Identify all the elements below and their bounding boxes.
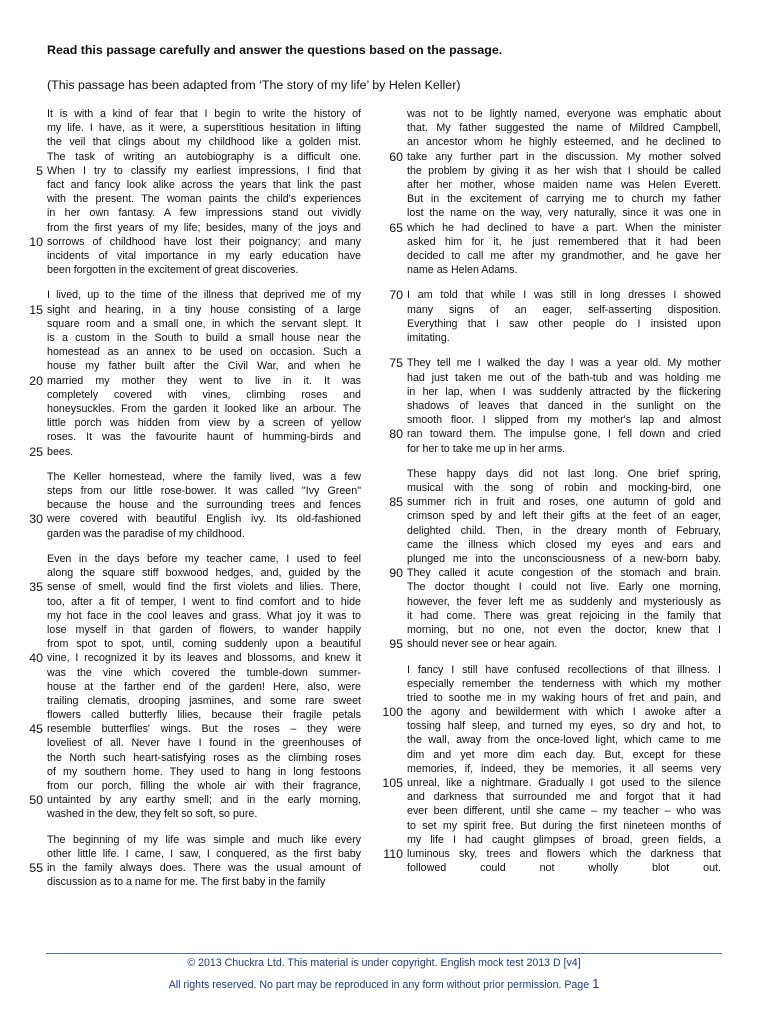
line-text: untainted by any earthy smell; and in the early morning,: [47, 794, 361, 807]
line-number: 90: [389, 566, 403, 581]
passage-line: [407, 524, 721, 538]
paragraph-gap: [407, 651, 721, 662]
line-number: 35: [29, 580, 43, 595]
line-text: They tell me I walked the day I was a year old. My mother: [407, 357, 721, 370]
paragraph-gap: [47, 541, 361, 552]
line-text: followed could not wholly blot out.: [407, 862, 721, 875]
passage-line: [407, 371, 721, 385]
passage-line: [407, 762, 721, 776]
passage-line: [47, 206, 361, 220]
passage-line: [407, 819, 721, 833]
passage-line: [47, 345, 361, 359]
line-text: was not to be lightly named, everyone was emphatic about: [407, 108, 721, 120]
line-text: loveliest of all. Never have I found in the greenhouses of: [47, 737, 361, 750]
line-text: that. My father suggested the name of Mildred Campbell,: [407, 122, 721, 135]
passage-line: [407, 467, 721, 481]
line-text: been forgotten in the excitement of great discoveries.: [47, 264, 299, 277]
passage-line: [47, 765, 361, 779]
passage-line: [407, 538, 721, 552]
line-text: vine, I recognized it by its leaves and blossoms, and knew it: [47, 652, 361, 665]
passage-line: [47, 135, 361, 149]
line-text: had just taken me out of the bath-tub and was holding me: [407, 371, 721, 384]
passage-line: [47, 331, 361, 345]
passage-line: [47, 402, 361, 416]
passage-line: [382, 705, 721, 720]
passage-line: [407, 107, 721, 121]
passage-line: [407, 121, 721, 135]
line-text: square room and a small one, in which the servant slept. It: [47, 317, 361, 330]
line-text: tried to soothe me in my waking hours of fret and pain, and: [407, 691, 721, 704]
passage-line: [389, 566, 721, 581]
line-text: is a custom in the South to build a small house near the: [47, 332, 361, 344]
line-text: my life I had caught glimpses of broad, green fields, a: [407, 833, 721, 846]
passage-line: [47, 736, 361, 750]
passage-line: [407, 442, 721, 456]
passage-line: [407, 691, 721, 705]
passage-line: [407, 399, 721, 413]
line-text: summer rich in fruit and roses, one autumn of gold and: [407, 496, 721, 509]
passage-line: [29, 793, 361, 808]
passage-line: [407, 623, 721, 637]
passage-line: [407, 609, 721, 623]
line-text: crimson sped by and left their gifts at the feet of an eager,: [407, 510, 721, 523]
line-text: of my southern home. They used to hang in long festoons: [47, 765, 361, 778]
line-text: was the vine which covered the tumble-down summer-: [47, 666, 361, 679]
paragraph-gap: [407, 277, 721, 288]
line-text: to set my spirit free. But during the first nineteen months of: [407, 819, 721, 832]
passage-line: [389, 427, 721, 442]
passage-line: [389, 637, 721, 652]
line-text: little porch was hidden from view by a screen of yellow: [47, 417, 361, 430]
line-text: from the first years of my life; besides, many of the joys and: [47, 221, 361, 234]
passage-line: [407, 804, 721, 818]
rights-text: All rights reserved. No part may be reproduced in any form without prior permission. Page: [168, 979, 590, 991]
passage-instructions: Read this passage carefully and answer the questions based on the passage.: [47, 43, 503, 57]
passage-line: [407, 164, 721, 178]
passage-line: [36, 163, 361, 178]
line-text: garden was the paradise of my childhood.: [47, 527, 245, 540]
line-text: for her to take me up in her arms.: [407, 442, 566, 455]
passage-line: [47, 666, 361, 680]
line-text: in her lap, when I was suddenly attracted by the flickering: [407, 385, 721, 398]
passage-line: [47, 484, 361, 498]
passage-line: [29, 651, 361, 666]
passage-line: [407, 206, 721, 220]
passage-line: [29, 580, 361, 595]
line-text: from our porch, filling the whole air with their fragrance,: [47, 780, 361, 792]
passage-line: [407, 263, 721, 277]
line-text: discussion as to a name for me. The first baby in the family: [47, 876, 326, 889]
passage-line: [47, 694, 361, 708]
line-text: tossing half sleep, and turned my eyes, so dry and hot, to: [407, 720, 721, 733]
line-text: luminous sky, trees and flowers which the darkness that: [407, 847, 721, 860]
passage-line: [47, 680, 361, 694]
passage-line: [407, 663, 721, 677]
passage-line: [47, 498, 361, 512]
passage-line: [407, 595, 721, 609]
line-number: 85: [389, 495, 403, 510]
line-number: 45: [29, 722, 43, 737]
line-text: musical with the song of robin and mocking-bird, one: [407, 482, 721, 495]
passage-line: [47, 288, 361, 302]
line-text: I fancy I still have confused recollections of that illness. I: [407, 663, 721, 676]
passage-line: [389, 149, 721, 164]
passage-line: [29, 302, 361, 317]
line-text: bees.: [47, 445, 74, 458]
line-text: The Keller homestead, where the family lived, was a few: [47, 470, 361, 483]
passage-line: [47, 708, 361, 722]
line-text: my life. I have, as it were, a superstitious hesitation in lifting: [47, 122, 361, 135]
line-text: it had come. There was great rejoicing in the family that: [407, 609, 721, 622]
passage-line: [47, 317, 361, 331]
passage-line: [47, 470, 361, 484]
passage-line: [47, 566, 361, 580]
line-text: ran toward them. The impulse gone, I fell down and cried: [407, 428, 721, 441]
passage-line: [47, 430, 361, 444]
line-text: should never see or hear again.: [407, 638, 558, 651]
line-text: the veil that clings about my childhood like a golden mist.: [47, 136, 361, 149]
passage-line: [382, 776, 721, 790]
passage-line: [47, 847, 361, 861]
passage-line: [47, 359, 361, 373]
line-number: 70: [389, 288, 403, 303]
line-text: steps from our little rose-bower. It was called "Ivy Green": [47, 485, 361, 498]
paragraph-gap: [407, 456, 721, 467]
passage-line: [29, 373, 361, 388]
passage-line: [47, 751, 361, 765]
line-text: When I try to classify my earliest impressions, I find that: [47, 164, 361, 177]
paragraph-gap: [47, 822, 361, 833]
passage-line: [29, 444, 361, 459]
line-text: shadows of leaves that danced in the sunlight on the: [407, 399, 721, 412]
line-text: and darkness that surrounded me and forgot that it had: [407, 791, 721, 804]
line-text: the wall, away from the once-loved light, which came to me: [407, 734, 721, 747]
line-text: an ancestor whom he highly esteemed, and he declined to: [407, 136, 721, 149]
line-text: sorrows of childhood have lost their poignancy; and many: [47, 235, 361, 248]
line-text: The doctor thought I could not live. Early one morning,: [407, 581, 721, 594]
passage-line: [47, 595, 361, 609]
line-text: I lived, up to the time of the illness that deprived me of my: [47, 289, 361, 302]
passage-line: [389, 356, 721, 371]
line-text: memories, if, indeed, they be memories, it all seems very: [407, 762, 721, 775]
line-number: 60: [389, 149, 403, 164]
line-text: from spot to spot, until, coming suddenly upon a beautiful: [47, 638, 361, 651]
copyright-notice: © 2013 Chuckra Ltd. This material is under copyright. English mock test 2013 D [v4]: [187, 957, 581, 969]
line-text: in her own fantasy. A few impressions stand out vividly: [47, 207, 361, 220]
line-text: many signs of an eager, self-asserting disposition.: [407, 303, 721, 316]
passage-line: [407, 235, 721, 249]
line-number: 30: [29, 512, 43, 527]
line-text: roses. It was the favourite haunt of humming-birds and: [47, 431, 361, 444]
line-number: 5: [36, 163, 43, 178]
line-number: 10: [29, 234, 43, 249]
line-text: house my father built after the Civil War, and when he: [47, 360, 361, 373]
passage-line: [47, 779, 361, 793]
line-text: name as Helen Adams.: [407, 264, 518, 277]
passage-line: [47, 249, 361, 263]
line-text: after her mother, whose maiden name was Helen Everett.: [407, 178, 721, 191]
passage-line: [47, 637, 361, 651]
line-number: 95: [389, 637, 403, 652]
line-text: along the square stiff boxwood hedges, and, guided by the: [47, 567, 361, 580]
passage-line: [47, 221, 361, 235]
line-text: washed in the dew, they felt so soft, so pure.: [47, 808, 258, 821]
line-text: my hot face in the cool leaves and grass. What joy it was to: [47, 609, 361, 622]
passage-line: [407, 413, 721, 427]
passage-column-right: [382, 107, 721, 875]
passage-line: [47, 178, 361, 192]
passage-line: [407, 833, 721, 847]
line-text: lose myself in that garden of flowers, to wander happily: [47, 623, 361, 636]
line-text: were covered with beautiful English ivy. Its old-fashioned: [47, 513, 361, 526]
passage-line: [407, 790, 721, 804]
passage-line: [389, 495, 721, 510]
passage-line: [389, 220, 721, 235]
line-text: flowers called butterfly lilies, because their fragile petals: [47, 709, 361, 722]
line-text: because the house and the surrounding trees and fences: [47, 499, 361, 512]
line-text: They called it acute congestion of the stomach and brain.: [407, 567, 721, 580]
passage-line: [407, 861, 721, 875]
passage-line: [407, 481, 721, 495]
passage-line: [47, 388, 361, 402]
line-number: 25: [29, 444, 43, 459]
passage-line: [407, 580, 721, 594]
line-text: These happy days did not last long. One brief spring,: [407, 467, 721, 480]
line-text: unreal, like a nightmare. Gradually I got used to the silence: [407, 777, 721, 789]
line-text: ever been different, until she came – my teacher – who was: [407, 805, 721, 818]
line-text: came the illness which closed my eyes and ears and: [407, 538, 721, 551]
line-number: 40: [29, 651, 43, 666]
line-text: house at the farther end of the garden! Here, also, were: [47, 680, 361, 693]
line-text: the problem by giving it as her wish that I should be called: [407, 164, 721, 177]
line-number: 50: [29, 793, 43, 808]
passage-line: [407, 748, 721, 762]
passage-line: [383, 846, 721, 861]
line-text: honeysuckles. From the garden it looked like an arbour. The: [47, 402, 361, 415]
passage-line: [47, 107, 361, 121]
paragraph-gap: [47, 459, 361, 470]
passage-line: [47, 527, 361, 541]
line-number: 20: [29, 373, 43, 388]
passage-column-left: [29, 107, 361, 890]
passage-source-note: (This passage has been adapted from ‘The story of my life’ by Helen Keller): [47, 78, 461, 92]
line-text: fact and fancy look alike across the years that link the past: [47, 178, 361, 191]
line-text: which he had declined to have a part. When the minister: [407, 221, 721, 234]
line-text: incidents of vital importance in my early education have: [47, 249, 361, 262]
line-text: homestead as an annex to be used on occasion. Such a: [47, 346, 361, 359]
line-text: Everything that I saw other people do I insisted upon: [407, 317, 721, 330]
line-text: But in the excitement of carrying me to church my father: [407, 193, 721, 206]
line-text: the North such heart-satisfying roses as the climbing roses: [47, 751, 361, 764]
passage-line: [407, 385, 721, 399]
line-text: completely covered with vines, climbing roses and: [47, 388, 361, 401]
line-text: smooth floor. I slipped from my mother's lap and almost: [407, 414, 721, 427]
line-text: I am told that while I was still in long dresses I showed: [407, 289, 721, 302]
rights-notice: [46, 976, 722, 991]
line-text: take any further part in the discussion. My mother solved: [407, 150, 721, 163]
passage-line: [47, 263, 361, 277]
passage-line: [29, 861, 361, 876]
passage-line: [407, 509, 721, 523]
passage-line: [47, 807, 361, 821]
line-text: morning, but no one, not even the doctor, knew that I: [407, 623, 721, 636]
passage-line: [407, 331, 721, 345]
passage-line: [47, 416, 361, 430]
line-text: dim and yet more dim each day. But, except for these: [407, 748, 721, 761]
passage-line: [407, 192, 721, 206]
line-text: trailing clematis, drooping jasmines, and some rare sweet: [47, 694, 361, 707]
line-text: sight and hearing, in a tiny house consisting of a large: [47, 303, 361, 316]
passage-line: [29, 722, 361, 737]
line-text: Even in the days before my teacher came, I used to feel: [47, 553, 361, 565]
paragraph-gap: [407, 345, 721, 356]
line-number: 15: [29, 302, 43, 317]
line-text: married my mother they went to live in it. It was: [47, 374, 361, 387]
line-number: 100: [382, 705, 403, 720]
passage-line: [407, 303, 721, 317]
passage-line: [47, 192, 361, 206]
line-text: resemble butterflies' wings. But the roses – they were: [47, 723, 361, 736]
line-text: plunged me into the unconsciousness of a new-born baby.: [407, 553, 721, 565]
passage-line: [47, 552, 361, 566]
passage-line: [407, 733, 721, 747]
passage-line: [47, 875, 361, 889]
line-text: lost the name on the way, very naturally, since it was one in: [407, 207, 721, 220]
passage-line: [407, 719, 721, 733]
passage-line: [407, 677, 721, 691]
page-number: 1: [592, 976, 600, 991]
line-text: especially remember the tenderness with which my mother: [407, 677, 721, 690]
passage-line: [407, 317, 721, 331]
passage-line: [47, 833, 361, 847]
paragraph-gap: [47, 277, 361, 288]
line-text: decided to call me after my grandmother, and he gave her: [407, 249, 721, 262]
passage-line: [407, 552, 721, 566]
line-number: 65: [389, 220, 403, 235]
passage-line: [47, 121, 361, 135]
passage-line: [407, 135, 721, 149]
passage-line: [29, 512, 361, 527]
line-text: asked him for it, he just remembered that it had been: [407, 235, 721, 248]
line-text: It is with a kind of fear that I begin to write the history of: [47, 108, 361, 120]
line-text: however, the fever left me as suddenly and mysteriously as: [407, 595, 721, 608]
line-text: other little life. I came, I saw, I conquered, as the first baby: [47, 847, 361, 860]
line-text: sense of smell, would find the first violets and lilies. There,: [47, 581, 361, 594]
line-number: 110: [383, 846, 403, 861]
line-number: 105: [382, 776, 403, 790]
line-text: too, after a fit of temper, I went to find comfort and to hide: [47, 595, 361, 608]
passage-line: [47, 609, 361, 623]
passage-line: [47, 150, 361, 164]
line-text: in the family always does. There was the usual amount of: [47, 862, 361, 875]
line-number: 55: [29, 861, 43, 876]
line-number: 80: [389, 427, 403, 442]
passage-line: [407, 178, 721, 192]
line-text: the agony and bewilderment with which I awoke after a: [407, 706, 721, 719]
line-number: 75: [389, 356, 403, 371]
passage-line: [47, 623, 361, 637]
line-text: delighted child. Then, in the dreary month of February,: [407, 524, 721, 537]
footer-divider: [46, 953, 722, 954]
passage-line: [29, 234, 361, 249]
passage-line: [407, 249, 721, 263]
line-text: with the present. The woman paints the child's experiences: [47, 193, 361, 206]
line-text: The task of writing an autobiography is a difficult one.: [47, 150, 361, 163]
passage-line: [389, 288, 721, 303]
line-text: The beginning of my life was simple and much like every: [47, 833, 361, 846]
line-text: imitating.: [407, 332, 450, 344]
